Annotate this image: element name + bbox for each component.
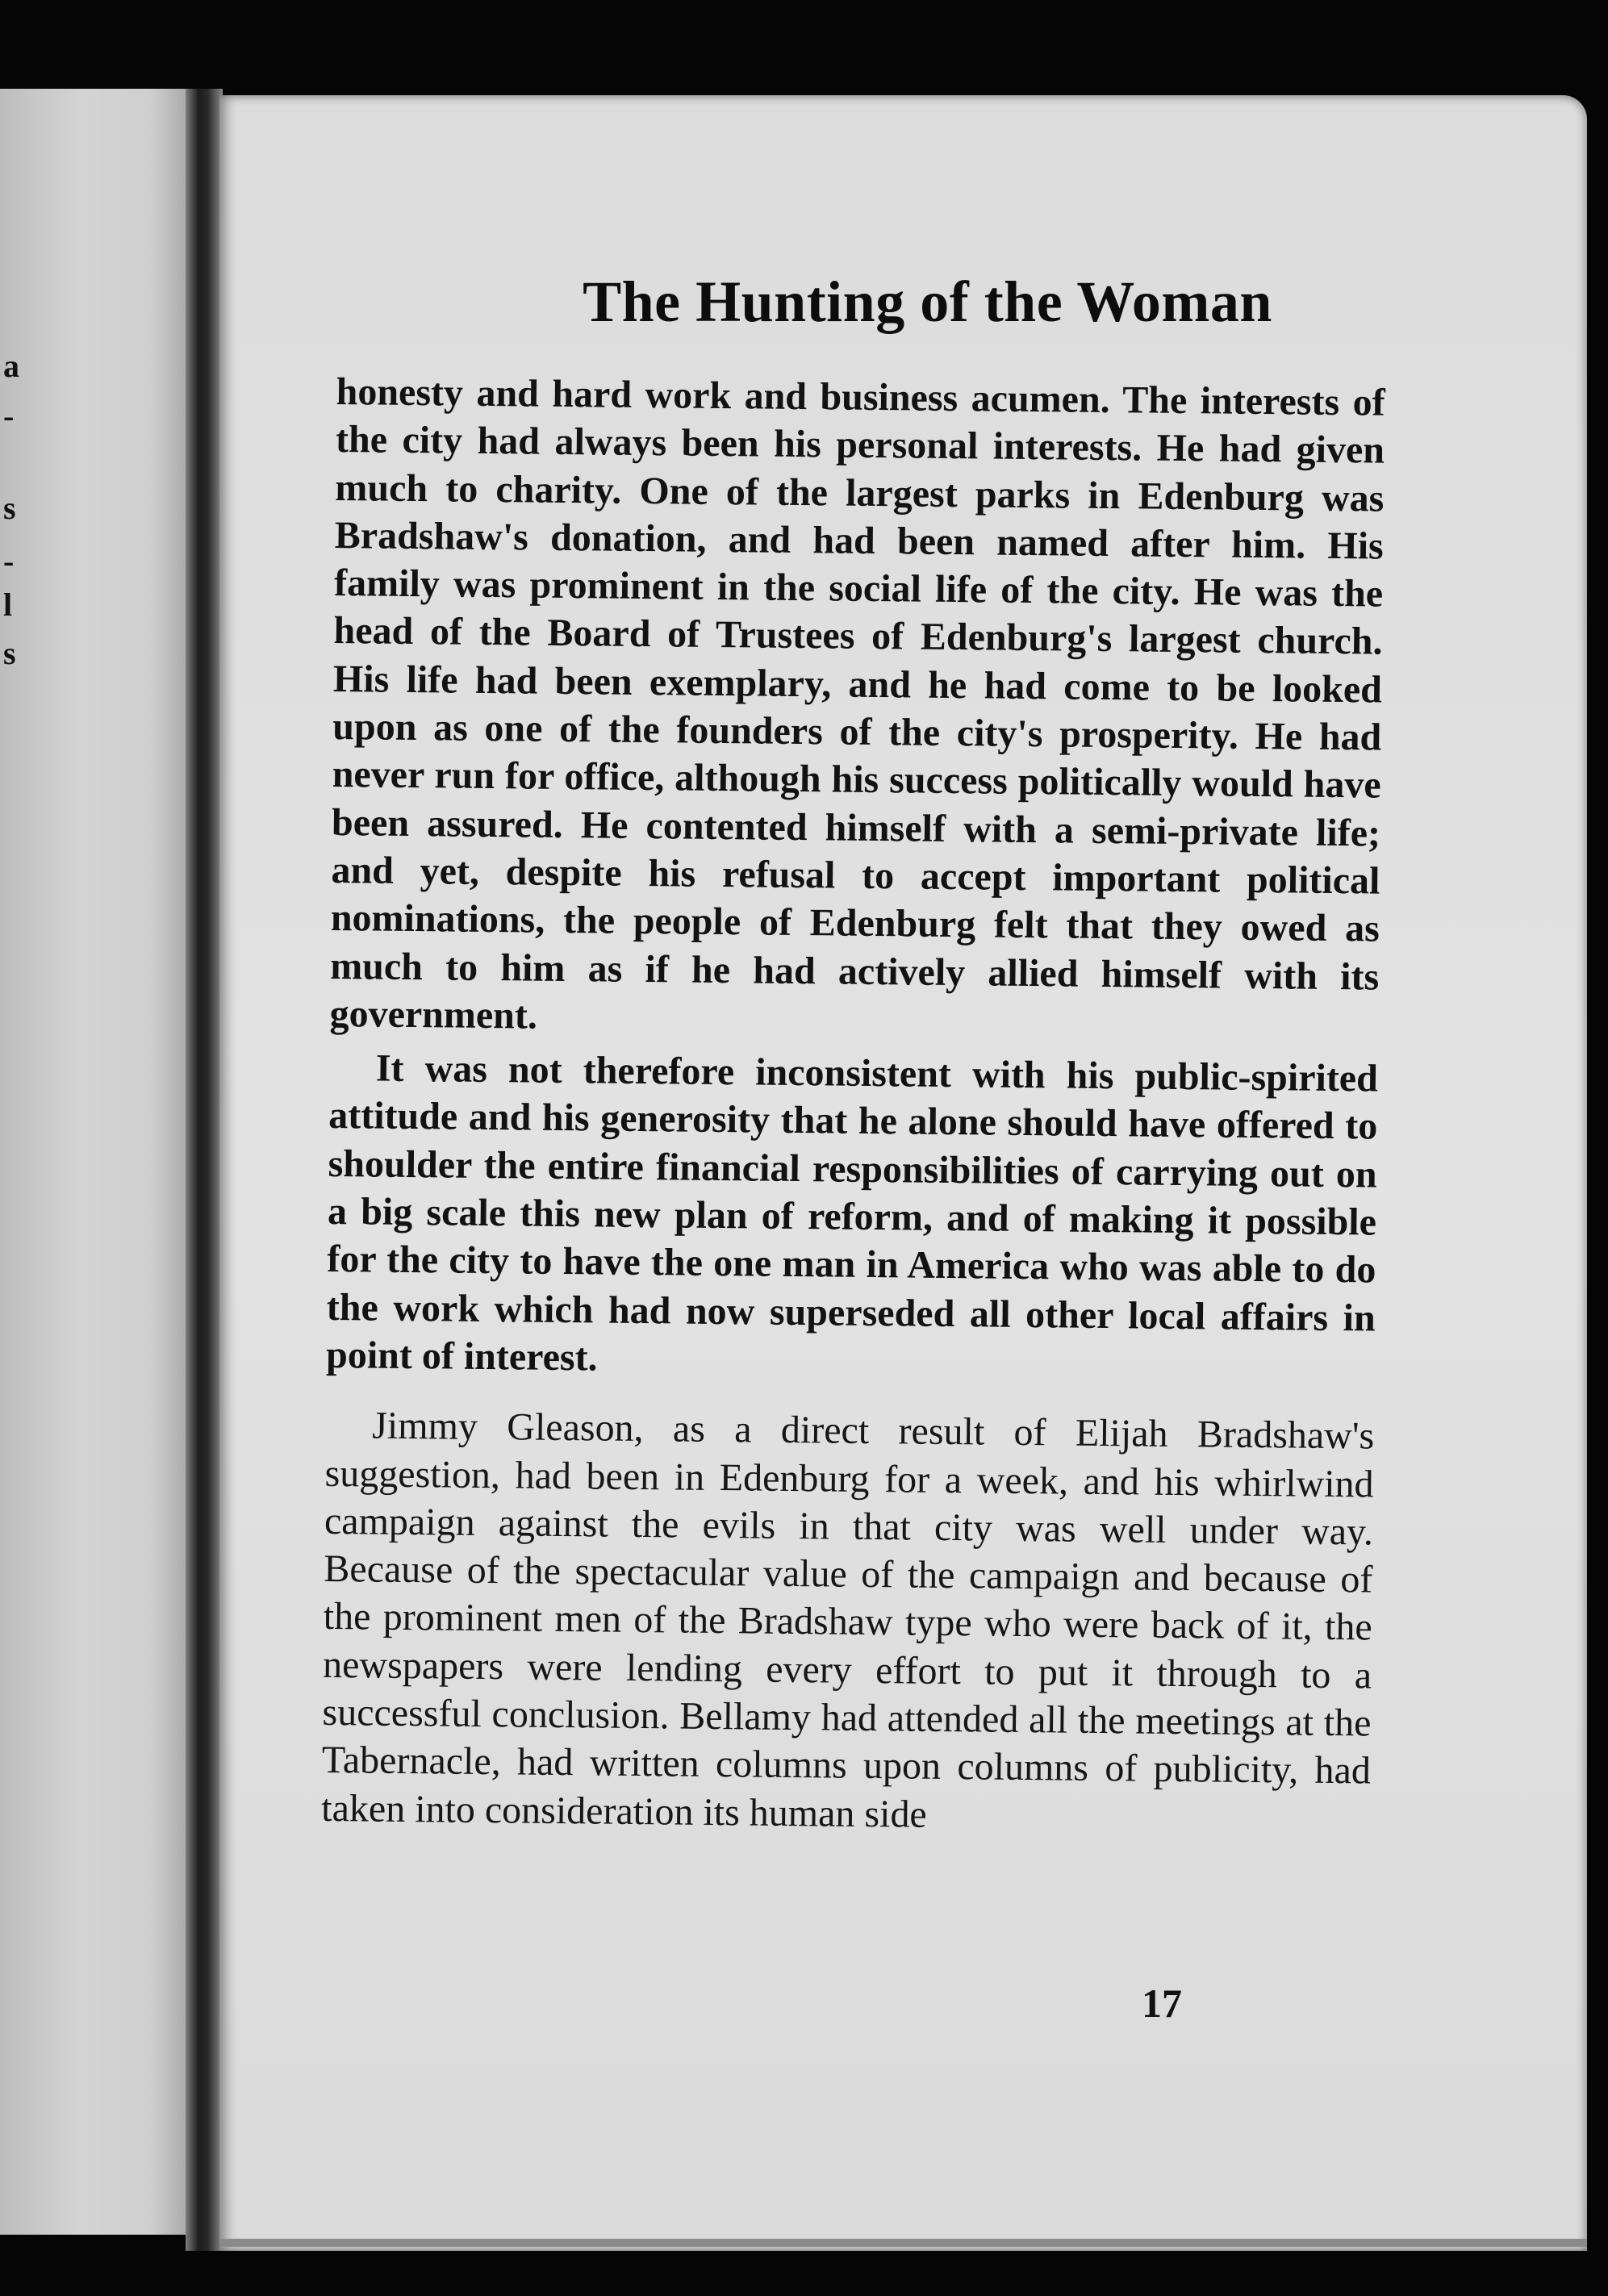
- book-page: [219, 95, 1587, 2251]
- page-number: 17: [1142, 1981, 1182, 2026]
- facing-page-fragment: l: [3, 587, 13, 623]
- paragraph: Jimmy Gleason, as a direct result of Elijah Bradshaw's suggestion, had been in Edenburg for a week, and his whirlwind campaign against the evils in that city was well under way. Because of the spectacular value of the campaign and because of the prominent men of the Bradshaw type who were back of it, the newspapers were lending every effort to put it through to a successful conclusion. Bellamy had attended all the meetings at the Tabernacle, had written columns upon columns of publicity, had taken into consideration its human side: [321, 1404, 1375, 1836]
- binding-gutter: [186, 89, 223, 2251]
- facing-page-fragment: -: [3, 398, 15, 434]
- facing-page-fragment: a: [3, 348, 19, 384]
- facing-page-fragment: -: [3, 543, 15, 579]
- facing-page-fragment: s: [3, 635, 16, 671]
- paragraph: It was not therefore inconsistent with his public-spirited attitude and his generosity that he alone should have offered to shoulder the entire financial responsibilities of carrying out on a big scale this new plan of reform, and of making it possible for the city to have the one man in America who was able to do the work which had now superseded all other local affairs in point of interest.: [325, 1046, 1379, 1380]
- facing-page-edge: [0, 89, 202, 2235]
- page-bottom-edge: [219, 2239, 1587, 2247]
- paragraph-continued: honesty and hard work and business acumen. The interests of the city had always been his personal interests. He had given much to charity. One of the largest parks in Edenburg was Bradshaw's donation, and had been named after him. His family was prominent in the social life of the city. He was the head of the Board of Trustees of Edenburg's largest church. His life had been exemplary, and he had come to be looked upon as one of the founders of the city's prosperity. He had never run for office, although his success politically would have been assured. He contented himself with a semi-private life; and yet, despite his refusal to accept important political nominations, the people of Edenburg felt that they owed as much to him as if he had actively allied himself with its government.: [329, 369, 1385, 1037]
- page-body: [321, 368, 1385, 1843]
- facing-page-fragment: s: [3, 490, 16, 526]
- running-head: The Hunting of the Woman: [583, 269, 1272, 334]
